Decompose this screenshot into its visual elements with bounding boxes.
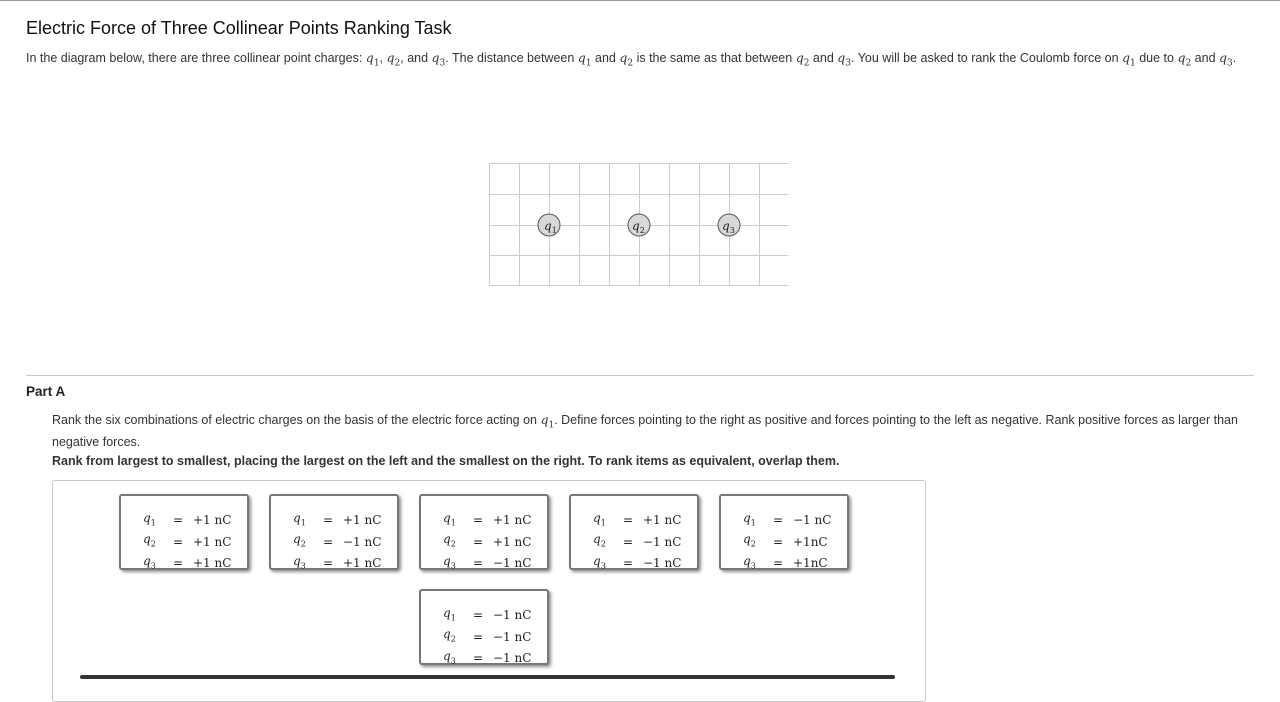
charge-q2 — [628, 214, 650, 236]
tile-charge-value: +1nC — [793, 534, 828, 549]
charge-q1-label: q — [544, 219, 552, 233]
tile-charge-value: −1 nC — [493, 555, 532, 570]
tile-charge-value: +1 nC — [193, 555, 232, 570]
tile-charge-value: −1 nC — [343, 534, 382, 549]
tile-variable: $q_1$ — [743, 511, 756, 528]
charge-combination-tile[interactable] — [569, 494, 699, 570]
tile-variable: $q_1$ — [593, 511, 606, 528]
tile-charge-value: +1 nC — [343, 555, 382, 570]
intro-text: In the diagram below, there are three collinear point charges: $q_1$, $q_2$, and $q_3$. The distance between $q_1$ and $q_2$ is the same as that between $q_2$ and $q_3$. You will be asked to rank the Coulomb force on $q_1$ due to $q_2$ and $q_3$. — [26, 50, 1237, 69]
charge-combination-tile[interactable] — [719, 494, 849, 570]
tile-equals: = — [472, 513, 484, 528]
charge-diagram — [489, 163, 789, 286]
tile-equals: = — [472, 650, 484, 665]
tile-equals: = — [772, 534, 784, 549]
tile-equals: = — [622, 534, 634, 549]
charge-q3-label: q — [722, 219, 730, 233]
charge-q2-subscript: 2 — [639, 226, 645, 235]
charge-q1-subscript: 1 — [551, 226, 557, 235]
tile-variable: $q_2$ — [443, 627, 456, 644]
tile-equals: = — [172, 555, 184, 570]
charge-q1 — [538, 214, 560, 236]
tile-equals: = — [472, 555, 484, 570]
tile-variable: $q_2$ — [143, 532, 156, 549]
tile-equals: = — [172, 534, 184, 549]
tile-variable: $q_3$ — [143, 553, 156, 571]
tile-equals: = — [472, 608, 484, 623]
tile-variable: $q_1$ — [293, 511, 306, 528]
tile-variable: $q_3$ — [593, 553, 606, 571]
tile-charge-value: +1 nC — [193, 534, 232, 549]
charge-combination-tile[interactable] — [419, 494, 549, 570]
tile-equals: = — [772, 555, 784, 570]
charge-q2-label: q — [632, 219, 640, 233]
tile-charge-value: −1 nC — [643, 534, 682, 549]
tile-variable: $q_2$ — [743, 532, 756, 549]
tile-charge-value: +1 nC — [343, 513, 382, 528]
tile-variable: $q_1$ — [443, 606, 456, 623]
tile-variable: $q_3$ — [743, 553, 756, 571]
tile-charge-value: −1 nC — [643, 555, 682, 570]
tile-charge-value: +1 nC — [643, 513, 682, 528]
tile-charge-value: +1 nC — [493, 513, 532, 528]
tile-charge-value: −1 nC — [793, 513, 832, 528]
ranking-instructions: Rank from largest to smallest, placing the largest on the left and the smallest on the right. To rank items as equivalent, overlap them. — [52, 454, 840, 468]
part-a-question: Rank the six combinations of electric charges on the basis of the electric force acting on $q_1$. Define forces pointing to the right as positive and forces pointing to the left as negative. Rank positive forces as larger than negative forces. — [52, 412, 1238, 449]
charge-combination-tile[interactable] — [119, 494, 249, 570]
tile-variable: $q_2$ — [443, 532, 456, 549]
page-title: Electric Force of Three Collinear Points Ranking Task — [26, 18, 452, 38]
tile-variable: $q_3$ — [443, 553, 456, 571]
section-divider — [26, 375, 1254, 376]
tile-charge-value: −1 nC — [493, 629, 532, 644]
part-a-heading: Part A — [26, 384, 66, 399]
tile-equals: = — [622, 513, 634, 528]
tile-charge-value: +1 nC — [493, 534, 532, 549]
tile-variable: $q_2$ — [593, 532, 606, 549]
tile-equals: = — [322, 534, 334, 549]
tile-variable: $q_1$ — [443, 511, 456, 528]
tile-charge-value: +1nC — [793, 555, 828, 570]
tile-charge-value: +1 nC — [193, 513, 232, 528]
tile-equals: = — [772, 513, 784, 528]
tile-equals: = — [472, 629, 484, 644]
charge-q3 — [718, 214, 740, 236]
tile-variable: $q_2$ — [293, 532, 306, 549]
tile-variable: $q_1$ — [143, 511, 156, 528]
charge-q3-subscript: 3 — [729, 226, 735, 235]
tile-charge-value: −1 nC — [493, 608, 532, 623]
tile-equals: = — [472, 534, 484, 549]
tile-variable: $q_3$ — [443, 648, 456, 666]
tile-variable: $q_3$ — [293, 553, 306, 571]
top-divider — [0, 0, 1280, 1]
tile-equals: = — [322, 513, 334, 528]
charge-combination-tile[interactable] — [419, 589, 549, 665]
tile-equals: = — [322, 555, 334, 570]
ranking-drop-bar[interactable] — [80, 675, 895, 679]
tile-charge-value: −1 nC — [493, 650, 532, 665]
tile-equals: = — [172, 513, 184, 528]
charge-combination-tile[interactable] — [269, 494, 399, 570]
tile-equals: = — [622, 555, 634, 570]
